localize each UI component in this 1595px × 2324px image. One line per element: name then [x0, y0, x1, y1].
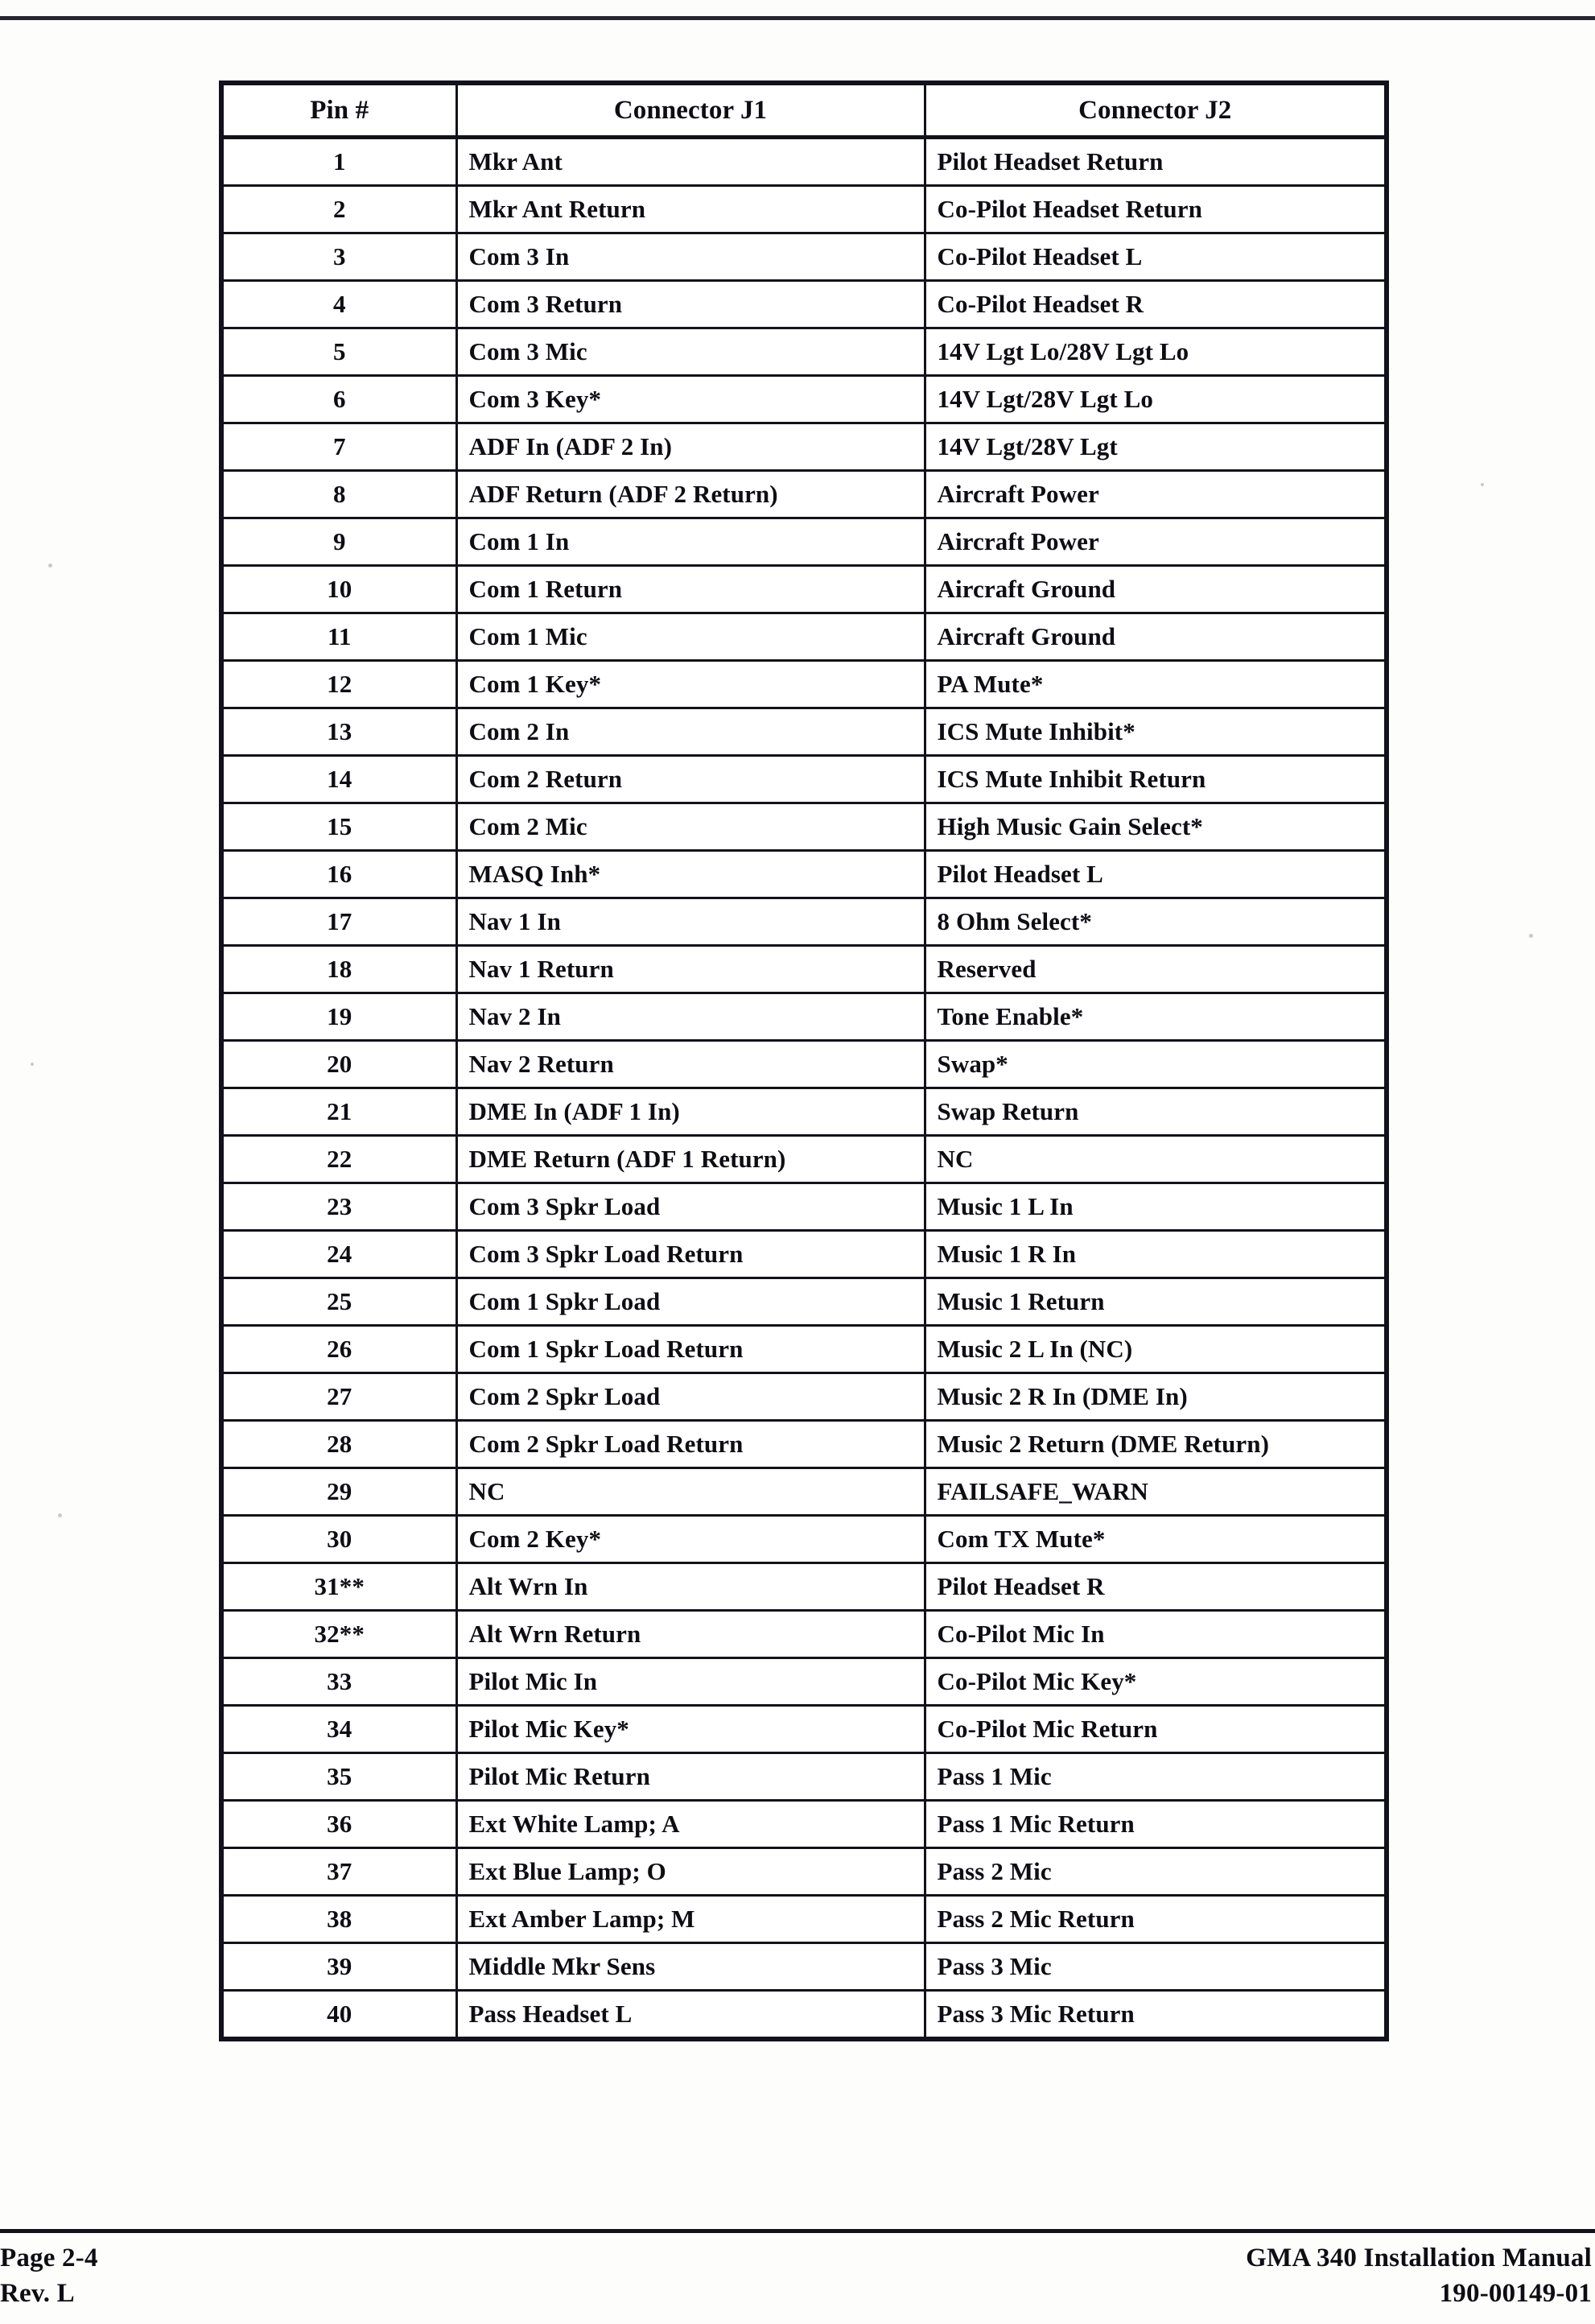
scan-speck — [1529, 934, 1533, 938]
cell-connector-j2: Aircraft Power — [925, 471, 1387, 518]
cell-pin-number: 34 — [221, 1706, 456, 1753]
cell-connector-j2: Co-Pilot Headset R — [925, 281, 1387, 328]
cell-pin-number: 39 — [221, 1943, 456, 1991]
scan-speck — [58, 1513, 62, 1517]
cell-connector-j2: Pass 2 Mic — [925, 1848, 1387, 1896]
cell-connector-j2: Music 1 R In — [925, 1231, 1387, 1278]
table-row — [221, 993, 1387, 1041]
table-row — [221, 803, 1387, 851]
cell-pin-number: 37 — [221, 1848, 456, 1896]
table-row — [221, 898, 1387, 946]
cell-connector-j1: Com 3 Return — [456, 281, 925, 328]
cell-connector-j1: Com 2 Spkr Load — [456, 1373, 925, 1421]
cell-connector-j1: Com 2 Key* — [456, 1516, 925, 1563]
table-row — [221, 1421, 1387, 1468]
cell-connector-j1: Com 1 Spkr Load Return — [456, 1326, 925, 1373]
cell-connector-j2: PA Mute* — [925, 661, 1387, 708]
cell-connector-j1: DME Return (ADF 1 Return) — [456, 1136, 925, 1183]
cell-connector-j2: Co-Pilot Mic In — [925, 1611, 1387, 1658]
cell-connector-j2: FAILSAFE_WARN — [925, 1468, 1387, 1516]
cell-connector-j1: Com 3 In — [456, 233, 925, 281]
cell-connector-j2: Pass 3 Mic — [925, 1943, 1387, 1991]
table-row — [221, 281, 1387, 328]
pinout-table-container — [219, 80, 1384, 2041]
page-footer — [0, 2206, 1595, 2324]
cell-pin-number: 8 — [221, 471, 456, 518]
table-row — [221, 376, 1387, 423]
cell-connector-j1: Pilot Mic In — [456, 1658, 925, 1706]
cell-pin-number: 15 — [221, 803, 456, 851]
cell-pin-number: 5 — [221, 328, 456, 376]
table-row — [221, 233, 1387, 281]
column-header-connector-j2: Connector J2 — [925, 83, 1387, 138]
cell-pin-number: 20 — [221, 1041, 456, 1088]
table-row — [221, 1896, 1387, 1943]
table-row — [221, 756, 1387, 803]
cell-pin-number: 3 — [221, 233, 456, 281]
cell-connector-j2: Pass 1 Mic — [925, 1753, 1387, 1801]
cell-connector-j2: Swap Return — [925, 1088, 1387, 1136]
table-row — [221, 1468, 1387, 1516]
cell-pin-number: 31** — [221, 1563, 456, 1611]
cell-connector-j1: MASQ Inh* — [456, 851, 925, 898]
page-top-rule — [0, 16, 1595, 20]
cell-pin-number: 9 — [221, 518, 456, 566]
cell-connector-j1: Pilot Mic Return — [456, 1753, 925, 1801]
cell-connector-j1: ADF In (ADF 2 In) — [456, 423, 925, 471]
cell-pin-number: 38 — [221, 1896, 456, 1943]
cell-pin-number: 32** — [221, 1611, 456, 1658]
cell-pin-number: 35 — [221, 1753, 456, 1801]
table-row — [221, 1611, 1387, 1658]
cell-pin-number: 27 — [221, 1373, 456, 1421]
cell-connector-j2: Aircraft Ground — [925, 613, 1387, 661]
table-row — [221, 471, 1387, 518]
cell-connector-j2: Aircraft Ground — [925, 566, 1387, 613]
cell-connector-j2: ICS Mute Inhibit Return — [925, 756, 1387, 803]
scan-speck — [1481, 483, 1484, 486]
table-row — [221, 708, 1387, 756]
cell-pin-number: 21 — [221, 1088, 456, 1136]
cell-pin-number: 26 — [221, 1326, 456, 1373]
cell-pin-number: 16 — [221, 851, 456, 898]
cell-pin-number: 23 — [221, 1183, 456, 1231]
cell-connector-j2: NC — [925, 1136, 1387, 1183]
cell-pin-number: 11 — [221, 613, 456, 661]
cell-pin-number: 12 — [221, 661, 456, 708]
table-row — [221, 1706, 1387, 1753]
cell-pin-number: 7 — [221, 423, 456, 471]
table-row — [221, 661, 1387, 708]
cell-connector-j1: Com 1 In — [456, 518, 925, 566]
cell-connector-j2: 14V Lgt/28V Lgt Lo — [925, 376, 1387, 423]
cell-connector-j2: Music 2 L In (NC) — [925, 1326, 1387, 1373]
table-row — [221, 613, 1387, 661]
column-header-pin: Pin # — [221, 83, 456, 138]
cell-connector-j2: Pass 1 Mic Return — [925, 1801, 1387, 1848]
table-row — [221, 1563, 1387, 1611]
cell-pin-number: 28 — [221, 1421, 456, 1468]
cell-connector-j1: DME In (ADF 1 In) — [456, 1088, 925, 1136]
cell-connector-j1: ADF Return (ADF 2 Return) — [456, 471, 925, 518]
cell-connector-j2: Pass 3 Mic Return — [925, 1991, 1387, 2040]
table-row — [221, 1658, 1387, 1706]
cell-connector-j2: Music 2 R In (DME In) — [925, 1373, 1387, 1421]
table-row — [221, 1753, 1387, 1801]
cell-connector-j2: Com TX Mute* — [925, 1516, 1387, 1563]
cell-connector-j2: Music 2 Return (DME Return) — [925, 1421, 1387, 1468]
cell-connector-j1: Com 3 Spkr Load Return — [456, 1231, 925, 1278]
cell-pin-number: 19 — [221, 993, 456, 1041]
cell-connector-j1: Com 3 Key* — [456, 376, 925, 423]
cell-connector-j1: Nav 1 Return — [456, 946, 925, 993]
cell-pin-number: 29 — [221, 1468, 456, 1516]
connector-pinout-table — [219, 80, 1389, 2041]
cell-pin-number: 1 — [221, 138, 456, 186]
table-row — [221, 138, 1387, 186]
table-row — [221, 1848, 1387, 1896]
cell-pin-number: 14 — [221, 756, 456, 803]
footer-right-block — [1246, 2240, 1592, 2311]
cell-connector-j1: Pass Headset L — [456, 1991, 925, 2040]
revision-label: Rev. L — [0, 2279, 75, 2308]
cell-connector-j2: Pass 2 Mic Return — [925, 1896, 1387, 1943]
cell-connector-j2: ICS Mute Inhibit* — [925, 708, 1387, 756]
footer-rule — [0, 2229, 1595, 2233]
part-number: 190-00149-01 — [1439, 2279, 1592, 2308]
cell-pin-number: 40 — [221, 1991, 456, 2040]
cell-connector-j2: 8 Ohm Select* — [925, 898, 1387, 946]
cell-connector-j1: Ext Blue Lamp; O — [456, 1848, 925, 1896]
cell-pin-number: 22 — [221, 1136, 456, 1183]
cell-connector-j1: Com 1 Key* — [456, 661, 925, 708]
table-row — [221, 566, 1387, 613]
cell-connector-j2: High Music Gain Select* — [925, 803, 1387, 851]
cell-connector-j1: Com 2 Spkr Load Return — [456, 1421, 925, 1468]
table-row — [221, 1516, 1387, 1563]
table-row — [221, 518, 1387, 566]
cell-connector-j1: Com 2 In — [456, 708, 925, 756]
cell-connector-j1: Com 1 Spkr Load — [456, 1278, 925, 1326]
scan-speck — [31, 1063, 34, 1066]
cell-pin-number: 24 — [221, 1231, 456, 1278]
table-row — [221, 1801, 1387, 1848]
cell-connector-j1: Middle Mkr Sens — [456, 1943, 925, 1991]
table-row — [221, 1943, 1387, 1991]
cell-connector-j2: Music 1 Return — [925, 1278, 1387, 1326]
cell-pin-number: 25 — [221, 1278, 456, 1326]
cell-pin-number: 4 — [221, 281, 456, 328]
cell-connector-j1: Com 2 Mic — [456, 803, 925, 851]
table-row — [221, 1041, 1387, 1088]
cell-pin-number: 10 — [221, 566, 456, 613]
cell-pin-number: 36 — [221, 1801, 456, 1848]
cell-connector-j2: Co-Pilot Mic Return — [925, 1706, 1387, 1753]
cell-pin-number: 30 — [221, 1516, 456, 1563]
cell-connector-j2: Reserved — [925, 946, 1387, 993]
table-row — [221, 1326, 1387, 1373]
cell-connector-j1: Ext White Lamp; A — [456, 1801, 925, 1848]
table-row — [221, 1088, 1387, 1136]
table-row — [221, 1183, 1387, 1231]
table-row — [221, 1373, 1387, 1421]
cell-connector-j2: Pilot Headset Return — [925, 138, 1387, 186]
footer-left-block — [0, 2240, 98, 2311]
cell-connector-j2: Co-Pilot Headset L — [925, 233, 1387, 281]
table-row — [221, 328, 1387, 376]
cell-connector-j2: 14V Lgt Lo/28V Lgt Lo — [925, 328, 1387, 376]
cell-connector-j1: Com 3 Mic — [456, 328, 925, 376]
cell-connector-j1: Com 3 Spkr Load — [456, 1183, 925, 1231]
cell-connector-j1: Mkr Ant Return — [456, 186, 925, 233]
column-header-connector-j1: Connector J1 — [456, 83, 925, 138]
table-row — [221, 851, 1387, 898]
table-header-row — [221, 83, 1387, 138]
table-row — [221, 186, 1387, 233]
cell-pin-number: 18 — [221, 946, 456, 993]
cell-connector-j1: Ext Amber Lamp; M — [456, 1896, 925, 1943]
cell-connector-j1: Nav 2 In — [456, 993, 925, 1041]
table-body — [221, 138, 1387, 2040]
cell-connector-j2: Pilot Headset L — [925, 851, 1387, 898]
manual-title: GMA 340 Installation Manual — [1246, 2244, 1592, 2272]
cell-connector-j1: Alt Wrn Return — [456, 1611, 925, 1658]
cell-connector-j1: NC — [456, 1468, 925, 1516]
cell-pin-number: 6 — [221, 376, 456, 423]
cell-connector-j2: Co-Pilot Headset Return — [925, 186, 1387, 233]
cell-connector-j2: Tone Enable* — [925, 993, 1387, 1041]
cell-pin-number: 2 — [221, 186, 456, 233]
table-row — [221, 1231, 1387, 1278]
scan-speck — [48, 563, 52, 568]
cell-connector-j1: Pilot Mic Key* — [456, 1706, 925, 1753]
cell-connector-j2: Swap* — [925, 1041, 1387, 1088]
cell-connector-j1: Com 1 Mic — [456, 613, 925, 661]
cell-connector-j1: Mkr Ant — [456, 138, 925, 186]
cell-pin-number: 33 — [221, 1658, 456, 1706]
table-row — [221, 946, 1387, 993]
table-header — [221, 83, 1387, 138]
cell-connector-j1: Com 1 Return — [456, 566, 925, 613]
table-row — [221, 1991, 1387, 2040]
cell-pin-number: 17 — [221, 898, 456, 946]
cell-connector-j1: Nav 2 Return — [456, 1041, 925, 1088]
cell-connector-j2: Aircraft Power — [925, 518, 1387, 566]
cell-pin-number: 13 — [221, 708, 456, 756]
cell-connector-j2: 14V Lgt/28V Lgt — [925, 423, 1387, 471]
page-number: Page 2-4 — [0, 2244, 98, 2272]
table-row — [221, 1136, 1387, 1183]
table-row — [221, 1278, 1387, 1326]
cell-connector-j1: Com 2 Return — [456, 756, 925, 803]
cell-connector-j2: Music 1 L In — [925, 1183, 1387, 1231]
cell-connector-j1: Nav 1 In — [456, 898, 925, 946]
cell-connector-j2: Co-Pilot Mic Key* — [925, 1658, 1387, 1706]
table-row — [221, 423, 1387, 471]
cell-connector-j1: Alt Wrn In — [456, 1563, 925, 1611]
cell-connector-j2: Pilot Headset R — [925, 1563, 1387, 1611]
